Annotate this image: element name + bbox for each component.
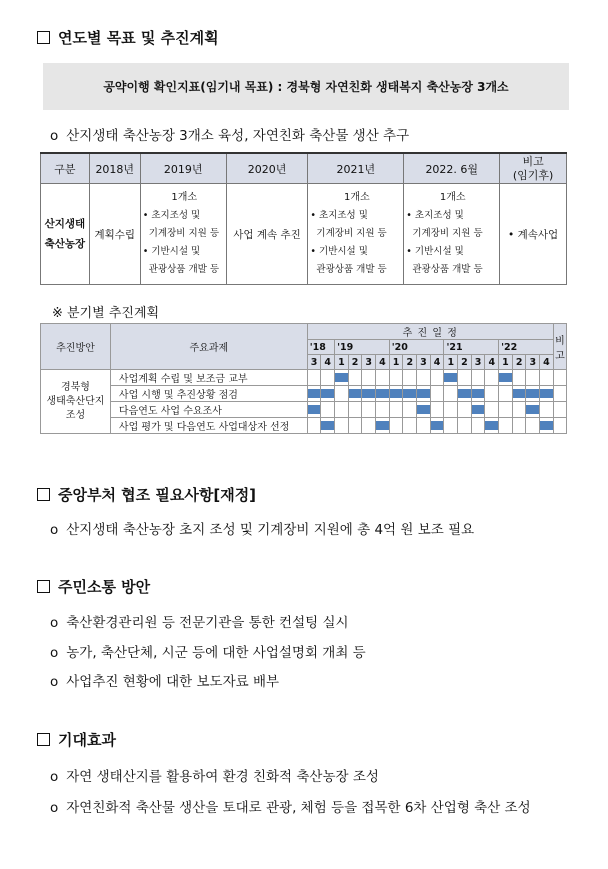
quarter-9: 4 (430, 355, 444, 370)
schedule-cell (471, 418, 485, 434)
row-label: 산지생태 축산농장 (41, 184, 90, 285)
schedule-bar (402, 389, 417, 398)
bullet-communication-3: o 사업추진 현황에 대한 보도자료 배부 (50, 674, 280, 690)
schedule-cell (403, 418, 417, 434)
annual-plan-table (40, 152, 567, 285)
task-row (41, 386, 567, 402)
schedule-bar (320, 389, 335, 398)
schedule-bar (498, 373, 513, 382)
checkbox-square-icon (37, 580, 50, 593)
header-remark: 비고 (553, 324, 566, 370)
schedule-cell (458, 370, 472, 386)
schedule-cell (485, 386, 499, 402)
task-remark-cell (553, 402, 566, 418)
header-remark: 비고 (임기후) (500, 153, 567, 184)
schedule-cell (417, 386, 431, 402)
schedule-cell (403, 402, 417, 418)
schedule-cell (444, 418, 458, 434)
cell-2022: 1개소 • 초지조성 및 기계장비 지원 등 • 기반시설 및 관광상품 개발 등 (404, 184, 500, 285)
schedule-cell (362, 386, 376, 402)
task-remark-cell (553, 386, 566, 402)
checkbox-square-icon (37, 488, 50, 501)
schedule-cell (540, 386, 554, 402)
schedule-bar (539, 389, 554, 398)
schedule-bar (320, 421, 335, 430)
quarter-16: 3 (526, 355, 540, 370)
schedule-cell (417, 370, 431, 386)
schedule-cell (512, 418, 526, 434)
schedule-cell (307, 386, 321, 402)
bullet-effect-2: o 자연친화적 축산물 생산을 토대로 관광, 체험 등을 접목한 6차 산업형 축산 조성 (50, 800, 531, 816)
header-2019: 2019년 (140, 153, 226, 184)
header-schedule: 추 진 일 정 (307, 324, 553, 340)
schedule-bar (416, 389, 431, 398)
schedule-cell (321, 402, 335, 418)
cell-2021: 1개소 • 초지조성 및 기계장비 지원 등 • 기반시설 및 관광상품 개발 등 (308, 184, 404, 285)
schedule-cell (348, 370, 362, 386)
schedule-bar (307, 389, 322, 398)
cell-2019: 1개소 • 초지조성 및 기계장비 지원 등 • 기반시설 및 관광상품 개발 등 (140, 184, 226, 285)
schedule-bar (375, 421, 390, 430)
bullet-goal-summary: o 산지생태 축산농장 3개소 육성, 자연친화 축산물 생산 추구 (50, 128, 410, 144)
schedule-cell (307, 370, 321, 386)
task-row (41, 402, 567, 418)
schedule-cell (458, 402, 472, 418)
schedule-cell (540, 402, 554, 418)
quarter-3: 2 (348, 355, 362, 370)
quarter-schedule-table (40, 323, 567, 434)
quarter-13: 4 (485, 355, 499, 370)
schedule-bar (471, 405, 486, 414)
quarter-0: 3 (307, 355, 321, 370)
schedule-cell (348, 402, 362, 418)
section-title-communication: 주민소통 방안 (37, 576, 150, 597)
schedule-cell (403, 370, 417, 386)
quarter-plan-note: ※ 분기별 추진계획 (52, 306, 160, 321)
quarter-10: 1 (444, 355, 458, 370)
schedule-cell (430, 418, 444, 434)
schedule-bar (334, 373, 349, 382)
quarter-14: 1 (499, 355, 513, 370)
bullet-ministry-1: o 산지생태 축산농장 초지 조성 및 기계장비 지원에 총 4억 원 보조 필요 (50, 522, 475, 538)
schedule-cell (540, 418, 554, 434)
schedule-cell (485, 370, 499, 386)
quarter-1: 4 (321, 355, 335, 370)
schedule-cell (417, 418, 431, 434)
schedule-bar (307, 405, 322, 414)
schedule-bar (430, 421, 445, 430)
header-method: 추진방안 (41, 324, 111, 370)
schedule-cell (526, 418, 540, 434)
schedule-cell (512, 402, 526, 418)
schedule-cell (444, 402, 458, 418)
schedule-cell (471, 402, 485, 418)
method-cell: 경북형 생태축산단지 조성 (41, 370, 111, 434)
schedule-bar (348, 389, 363, 398)
quarter-8: 3 (417, 355, 431, 370)
goal-indicator-box (43, 63, 569, 110)
schedule-cell (526, 370, 540, 386)
schedule-cell (321, 370, 335, 386)
schedule-cell (526, 386, 540, 402)
schedule-bar (443, 373, 458, 382)
year-2021: '21 (444, 340, 499, 355)
header-category: 구분 (41, 153, 90, 184)
quarter-5: 4 (376, 355, 390, 370)
schedule-cell (417, 402, 431, 418)
schedule-cell (430, 386, 444, 402)
header-task: 주요과제 (110, 324, 307, 370)
schedule-cell (512, 386, 526, 402)
schedule-cell (389, 386, 403, 402)
header-2020: 2020년 (226, 153, 308, 184)
cell-remark: • 계속사업 (500, 184, 567, 285)
schedule-cell (526, 402, 540, 418)
bullet-effect-1: o 자연 생태산지를 활용하여 환경 친화적 축산농장 조성 (50, 769, 379, 785)
header-2021: 2021년 (308, 153, 404, 184)
quarter-4: 3 (362, 355, 376, 370)
cell-2018: 계획수립 (89, 184, 140, 285)
section-title-expected-effects: 기대효과 (37, 729, 116, 750)
year-2022: '22 (499, 340, 554, 355)
quarter-12: 3 (471, 355, 485, 370)
task-row (41, 370, 567, 386)
schedule-cell (348, 386, 362, 402)
schedule-cell (376, 418, 390, 434)
checkbox-square-icon (37, 31, 50, 44)
cell-2020: 사업 계속 추진 (226, 184, 308, 285)
header-2018: 2018년 (89, 153, 140, 184)
schedule-cell (485, 402, 499, 418)
schedule-cell (499, 370, 513, 386)
schedule-cell (540, 370, 554, 386)
schedule-bar (389, 389, 404, 398)
schedule-bar (525, 405, 540, 414)
schedule-cell (321, 418, 335, 434)
schedule-cell (389, 402, 403, 418)
schedule-cell (444, 370, 458, 386)
task-row (41, 418, 567, 434)
schedule-cell (458, 386, 472, 402)
schedule-bar (525, 389, 540, 398)
schedule-cell (512, 370, 526, 386)
schedule-cell (499, 418, 513, 434)
schedule-cell (403, 386, 417, 402)
bullet-communication-1: o 축산환경관리원 등 전문기관을 통한 컨설팅 실시 (50, 615, 349, 631)
schedule-cell (430, 402, 444, 418)
header-2022: 2022. 6월 (404, 153, 500, 184)
schedule-cell (485, 418, 499, 434)
task-name: 사업 시행 및 추진상황 점검 (110, 386, 307, 402)
schedule-bar (471, 389, 486, 398)
schedule-cell (321, 386, 335, 402)
schedule-cell (376, 386, 390, 402)
schedule-cell (499, 386, 513, 402)
schedule-cell (307, 418, 321, 434)
schedule-cell (430, 370, 444, 386)
task-remark-cell (553, 370, 566, 386)
schedule-cell (335, 386, 349, 402)
section-title-annual-goals: 연도별 목표 및 추진계획 (37, 27, 219, 48)
year-2019: '19 (335, 340, 390, 355)
schedule-cell (362, 402, 376, 418)
schedule-cell (335, 418, 349, 434)
quarter-7: 2 (403, 355, 417, 370)
quarter-15: 2 (512, 355, 526, 370)
task-remark-cell (553, 418, 566, 434)
bullet-communication-2: o 농가, 축산단체, 시군 등에 대한 사업설명회 개최 등 (50, 645, 366, 661)
task-name: 사업 평가 및 다음연도 사업대상자 선정 (110, 418, 307, 434)
schedule-bar (512, 389, 527, 398)
schedule-bar (484, 421, 499, 430)
schedule-cell (362, 370, 376, 386)
schedule-bar (361, 389, 376, 398)
schedule-bar (457, 389, 472, 398)
schedule-cell (499, 402, 513, 418)
schedule-bar (539, 421, 554, 430)
schedule-cell (389, 370, 403, 386)
schedule-bar (416, 405, 431, 414)
schedule-cell (471, 386, 485, 402)
checkbox-square-icon (37, 733, 50, 746)
schedule-cell (376, 402, 390, 418)
quarter-11: 2 (458, 355, 472, 370)
schedule-cell (307, 402, 321, 418)
quarter-2: 1 (335, 355, 349, 370)
schedule-cell (376, 370, 390, 386)
schedule-cell (444, 386, 458, 402)
section-title-ministry-cooperation: 중앙부처 협조 필요사항[재정] (37, 484, 256, 505)
schedule-cell (348, 418, 362, 434)
year-2018: '18 (307, 340, 334, 355)
schedule-cell (471, 370, 485, 386)
year-2020: '20 (389, 340, 444, 355)
schedule-cell (335, 370, 349, 386)
quarter-17: 4 (540, 355, 554, 370)
schedule-cell (458, 418, 472, 434)
schedule-bar (375, 389, 390, 398)
schedule-cell (362, 418, 376, 434)
task-name: 다음연도 사업 수요조사 (110, 402, 307, 418)
goal-indicator-text: 공약이행 확인지표(임기내 목표) : 경북형 자연친화 생태복지 축산농장 3개소 (103, 80, 509, 94)
quarter-6: 1 (389, 355, 403, 370)
schedule-cell (389, 418, 403, 434)
schedule-cell (335, 402, 349, 418)
task-name: 사업계획 수립 및 보조금 교부 (110, 370, 307, 386)
